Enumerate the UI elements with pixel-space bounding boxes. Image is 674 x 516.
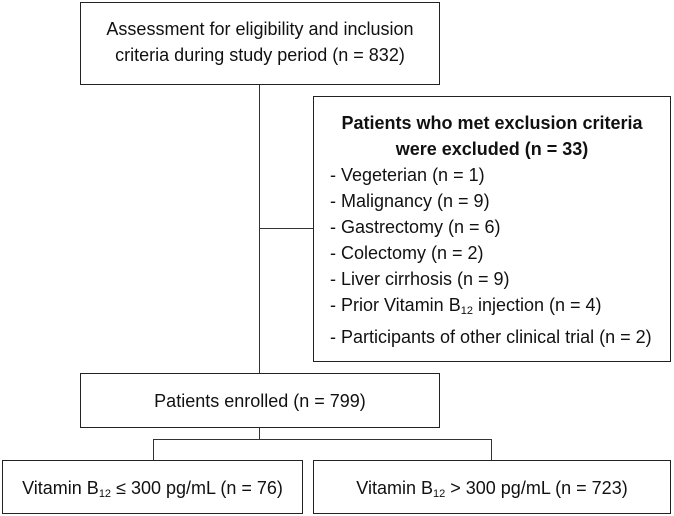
connector-split-horizontal xyxy=(153,439,492,440)
connector-to-exclusion xyxy=(259,228,313,229)
assessment-box xyxy=(80,2,440,85)
connector-to-high-group xyxy=(491,439,492,460)
group-high-b12-box xyxy=(313,460,671,514)
exclusion-item-other-trial: - Participants of other clinical trial (n = 2) xyxy=(330,327,652,347)
exclusion-item-vegetarian: - Vegeterian (n = 1) xyxy=(330,165,485,185)
exclusion-box xyxy=(313,96,671,362)
exclusion-list xyxy=(314,162,670,350)
exclusion-item-malignancy: - Malignancy (n = 9) xyxy=(330,191,490,211)
enrolled-label: Patients enrolled (n = 799) xyxy=(154,391,366,411)
assessment-line-1: Assessment for eligibility and inclusion xyxy=(106,19,414,39)
group-high-b12-label: Vitamin $B_{12} > 300$ pg/mL (n = 723) xyxy=(356,478,628,500)
exclusion-item-gastrectomy: - Gastrectomy (n = 6) xyxy=(330,217,501,237)
exclusion-title-1: Patients who met exclusion criteria xyxy=(341,113,643,133)
exclusion-item-colectomy: - Colectomy (n = 2) xyxy=(330,243,484,263)
exclusion-title-2: were excluded (n = 33) xyxy=(395,139,589,159)
exclusion-item-liver-cirrhosis: - Liver cirrhosis (n = 9) xyxy=(330,269,510,289)
group-low-b12-box xyxy=(2,460,303,514)
exclusion-item-b12-injection: - Prior Vitamin $B_{12}$ injection (n = 4) xyxy=(330,295,602,317)
enrolled-box xyxy=(80,373,440,428)
connector-enrolled-down xyxy=(259,428,260,439)
connector-to-low-group xyxy=(153,439,154,460)
group-low-b12-label: Vitamin $B_{12} \le 300$ pg/mL (n = 76) xyxy=(22,478,283,500)
assessment-line-2: criteria during study period (n = 832) xyxy=(115,45,405,65)
